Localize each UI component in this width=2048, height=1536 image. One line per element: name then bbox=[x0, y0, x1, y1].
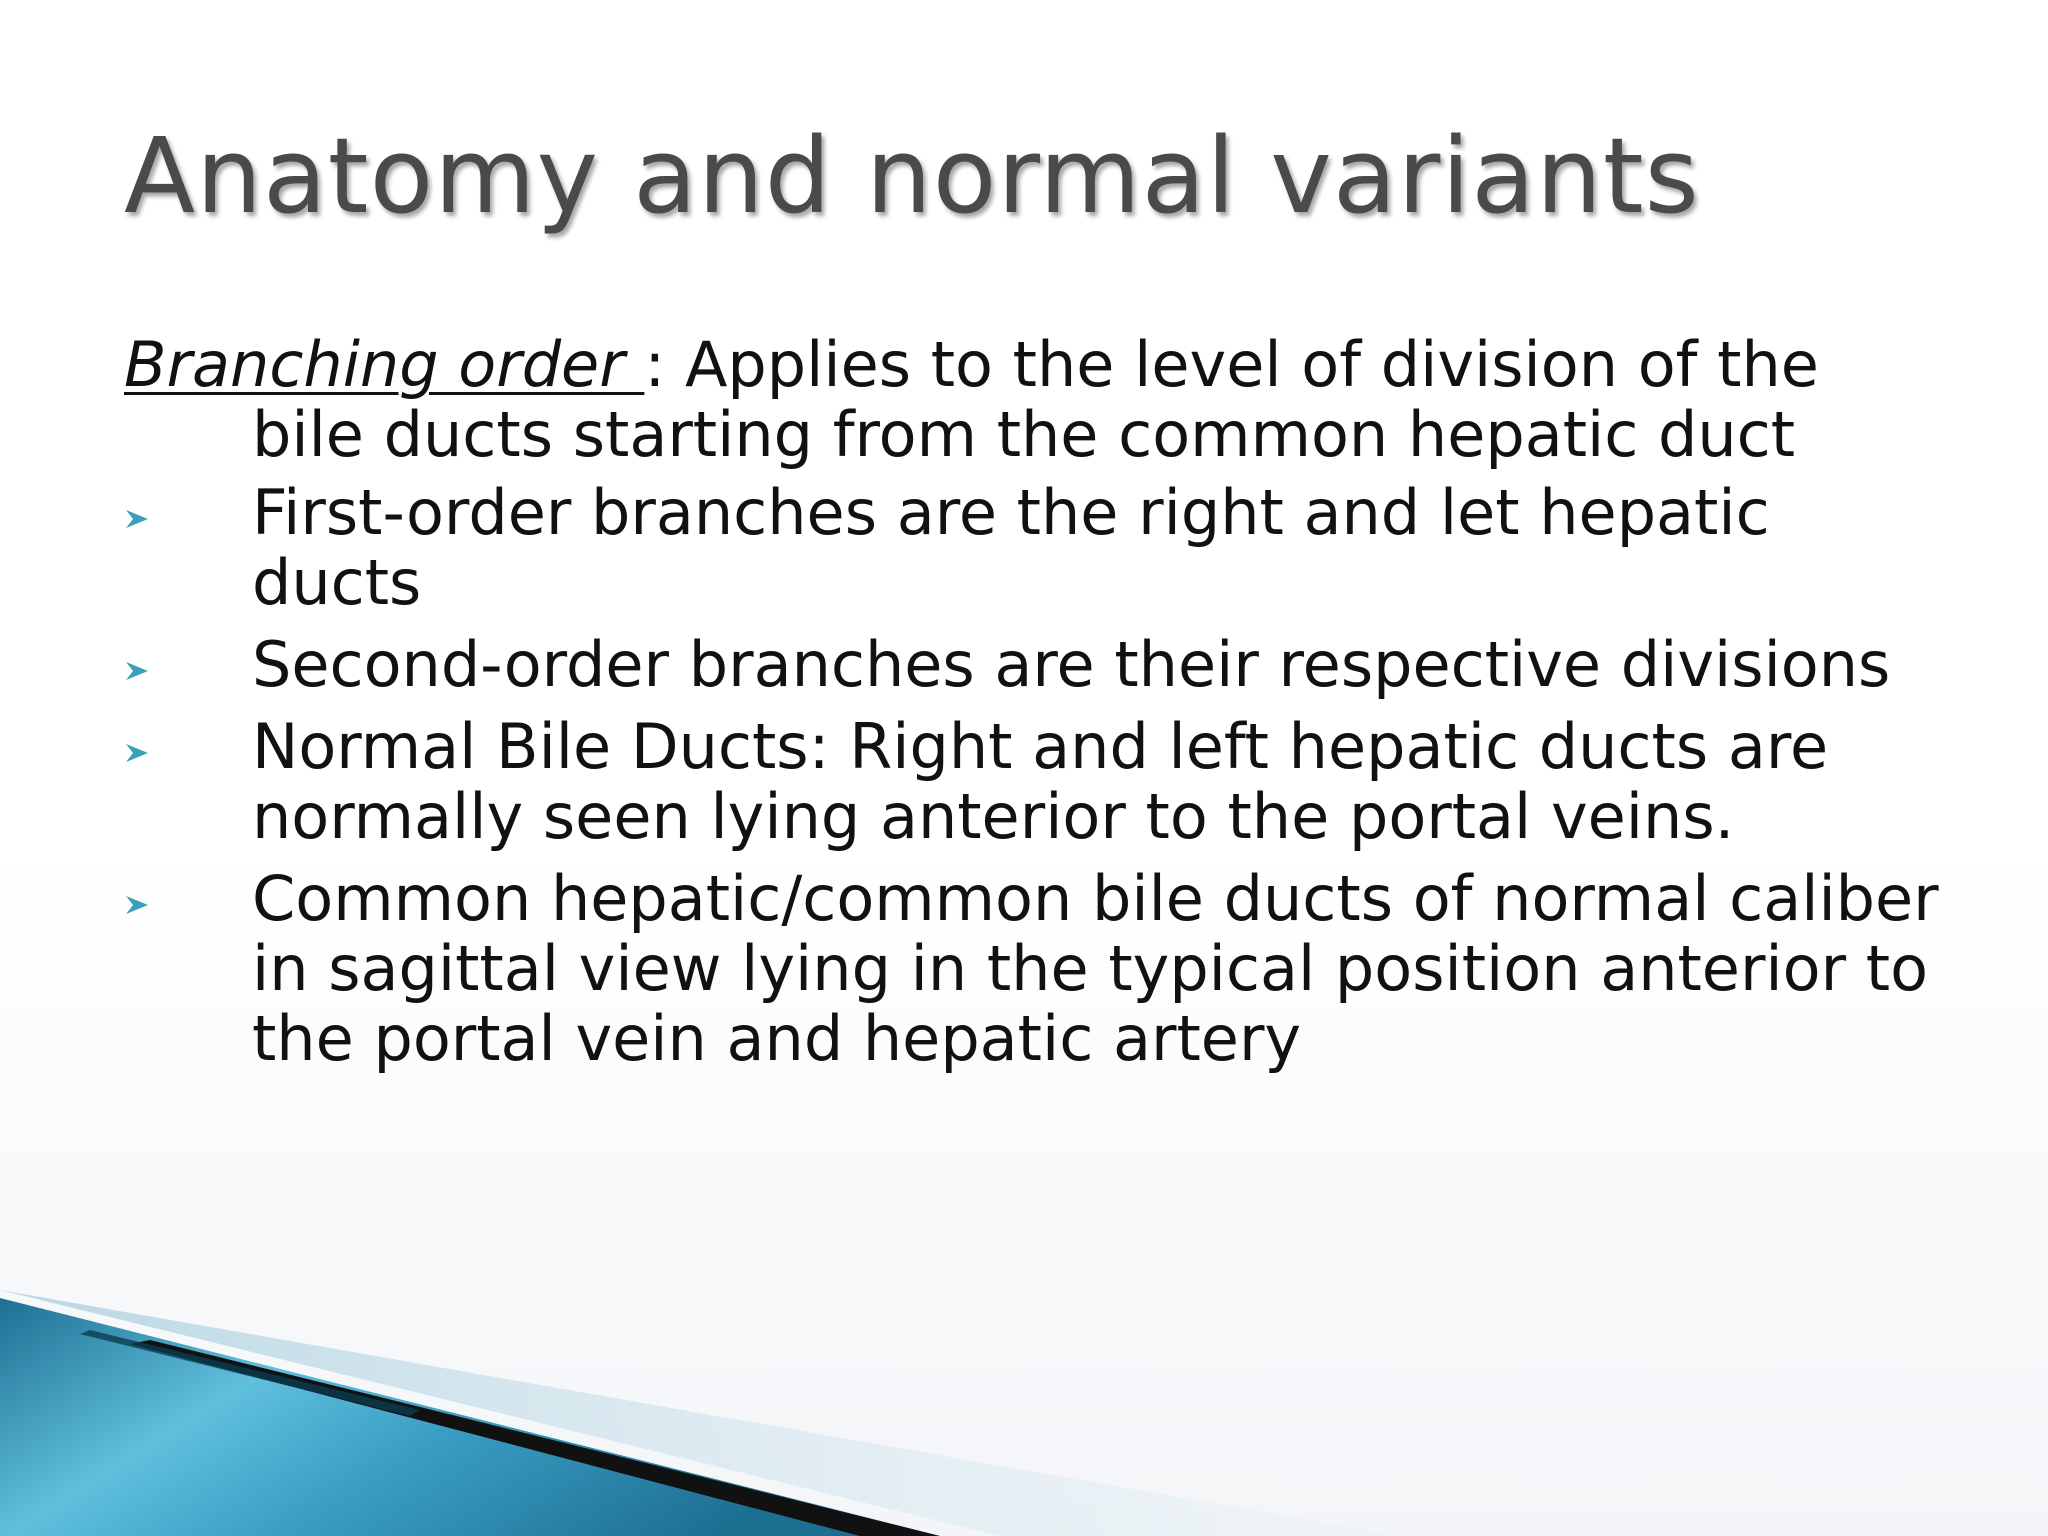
intro-term: Branching order bbox=[124, 328, 645, 401]
slide-body bbox=[124, 330, 1944, 1086]
list-item bbox=[124, 478, 1944, 618]
bullet-text: Normal Bile Ducts: Right and left hepatic ducts are normally seen lying anterior to the portal veins. bbox=[252, 710, 1829, 853]
bullet-list bbox=[124, 478, 1944, 1074]
list-item bbox=[124, 630, 1944, 700]
list-item bbox=[124, 712, 1944, 852]
arrowhead-bullet-icon bbox=[124, 894, 150, 916]
arrowhead-bullet-icon bbox=[124, 742, 150, 764]
list-item bbox=[124, 864, 1944, 1074]
arrowhead-bullet-icon bbox=[124, 508, 150, 530]
bullet-text: Second-order branches are their respective divisions bbox=[252, 628, 1891, 701]
slide-title: Anatomy and normal variants bbox=[124, 115, 1700, 237]
bullet-text: Common hepatic/common bile ducts of normal caliber in sagittal view lying in the typical position anterior to the portal vein and hepatic artery bbox=[252, 862, 1939, 1075]
intro-paragraph bbox=[124, 330, 1944, 470]
intro-text: : Applies to the level of division of the bile ducts starting from the common hepatic duct bbox=[252, 328, 1819, 471]
arrowhead-bullet-icon bbox=[124, 660, 150, 682]
bullet-text: First-order branches are the right and let hepatic ducts bbox=[252, 476, 1770, 619]
